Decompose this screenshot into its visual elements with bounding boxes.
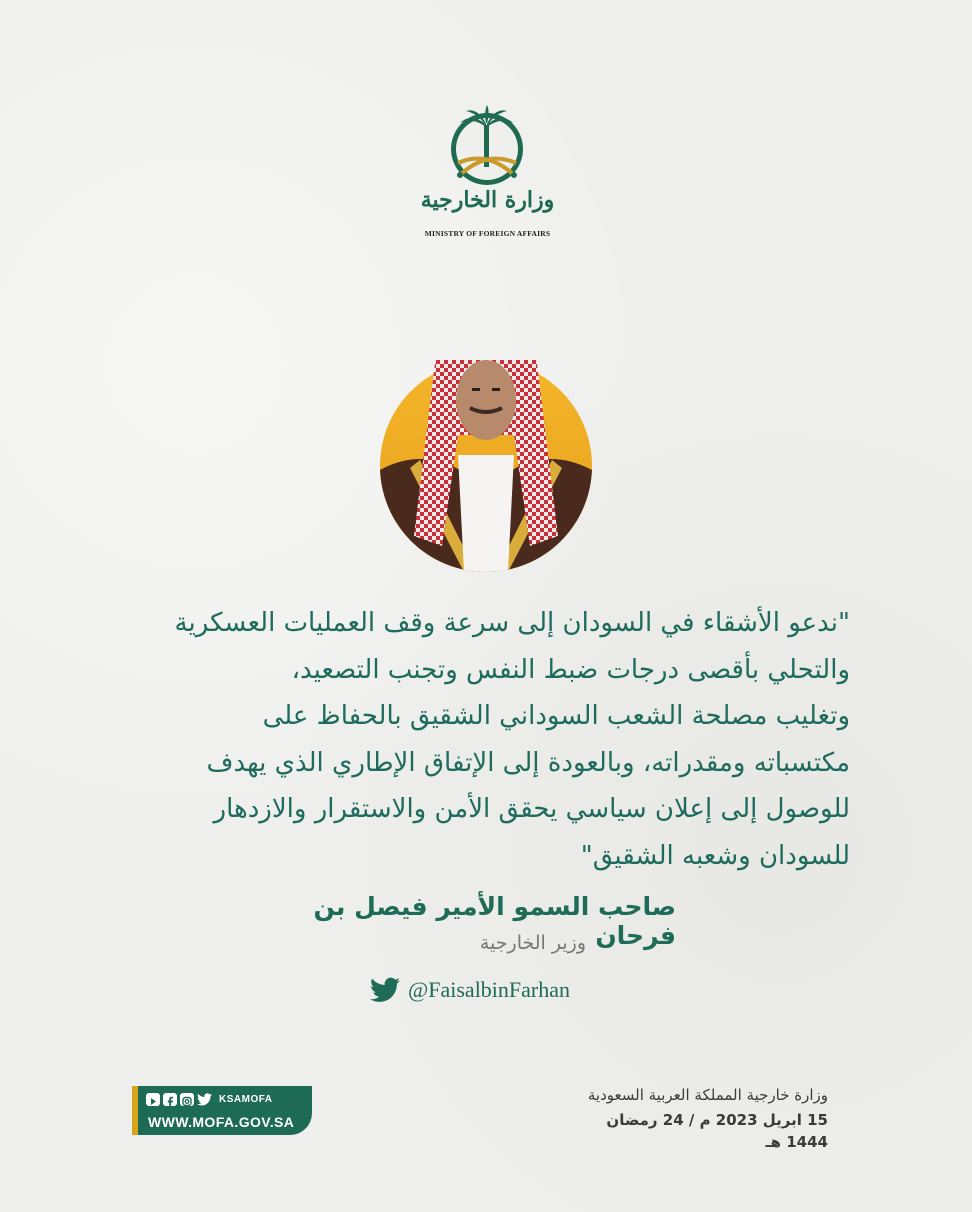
- facebook-icon[interactable]: [163, 1093, 177, 1106]
- twitter-bird-icon: [370, 977, 400, 1003]
- speaker-role: وزير الخارجية: [479, 932, 586, 954]
- logo-arabic-name: وزارة الخارجية: [420, 187, 555, 213]
- twitter-handle-text: @FaisalbinFarhan: [408, 977, 571, 1002]
- quote-line: "ندعو الأشقاء في السودان إلى سرعة وقف العمليات العسكرية: [174, 608, 850, 638]
- footer-ministry: وزارة خارجية المملكة العربية السعودية: [587, 1086, 828, 1104]
- ministry-logo: [420, 105, 555, 240]
- logo-english-name: MINISTRY OF FOREIGN AFFAIRS: [424, 229, 551, 238]
- social-icons: [146, 1093, 273, 1106]
- quote-line: والتحلي بأقصى درجات ضبط النفس وتجنب التصعيد،: [291, 654, 850, 685]
- social-badge[interactable]: [132, 1086, 312, 1135]
- youtube-icon[interactable]: [146, 1093, 160, 1106]
- quote-text: [80, 600, 850, 879]
- emblem-palm-swords-icon: [420, 105, 555, 187]
- twitter-icon[interactable]: [197, 1093, 212, 1106]
- footer-info: [560, 1085, 828, 1153]
- footer-date: 15 ابريل 2023 م / 24 رمضان 1444 هـ: [606, 1111, 828, 1151]
- instagram-icon[interactable]: [180, 1093, 194, 1106]
- speaker-portrait: [380, 360, 592, 572]
- quote-line: وتغليب مصلحة الشعب السوداني الشقيق بالحفاظ على: [262, 701, 850, 731]
- website-link[interactable]: WWW.MOFA.GOV.SA: [148, 1114, 295, 1130]
- quote-line: مكتسباته ومقدراته، وبالعودة إلى الإتفاق الإطاري الذي يهدف: [206, 747, 850, 778]
- speaker-name: صاحب السمو الأمير فيصل بن فرحان: [313, 892, 676, 950]
- quote-line: للسودان وشعبه الشقيق": [580, 840, 850, 871]
- twitter-handle-link[interactable]: [370, 973, 570, 1007]
- badge-handle: KSAMOFA: [219, 1094, 273, 1105]
- quote-line: للوصول إلى إعلان سياسي يحقق الأمن والاستقرار والازدهار: [213, 794, 850, 824]
